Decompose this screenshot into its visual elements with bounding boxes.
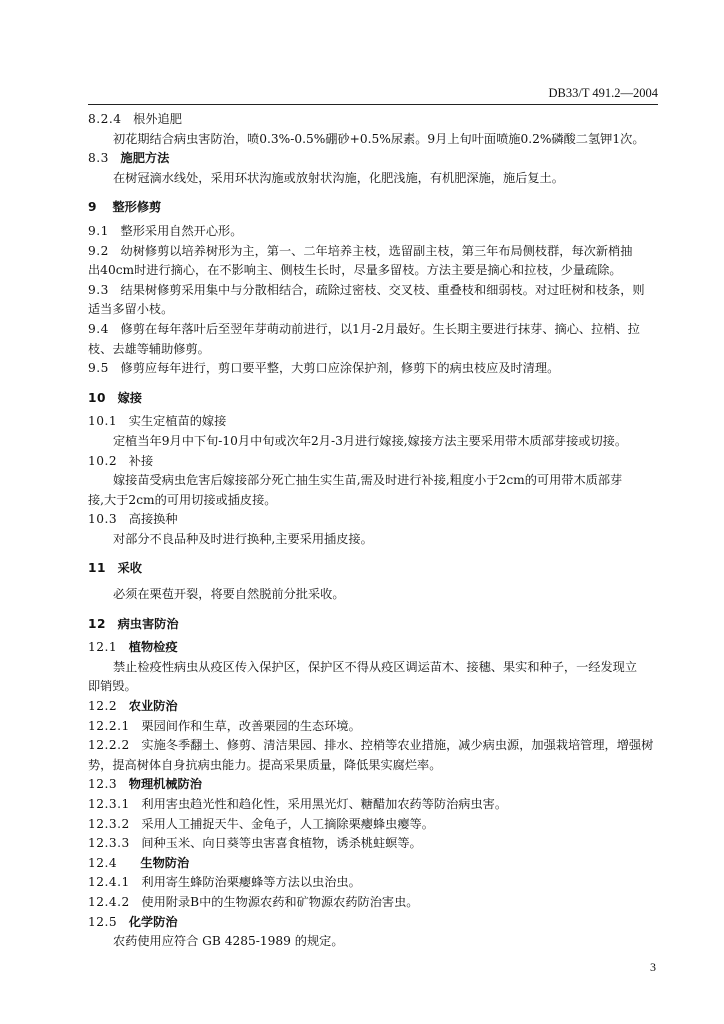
header-rule [88, 104, 658, 105]
clause-10-2-text: 嫁接苗受病虫危害后嫁接部分死亡抽生实生苗,需及时进行补接,粗度小于2cm的可用带木质部芽 [113, 473, 623, 488]
clause-12-2-2 [88, 736, 658, 756]
clause-title: 农业防治 [128, 699, 178, 714]
clause-12-1-text: 禁止检疫性病虫从疫区传入保护区，保护区不得从疫区调运苗木、接穗、果实和种子，一经发现立 [113, 659, 638, 674]
clause-number: 12.3.2 [88, 816, 130, 831]
clause-number: 10.2 [88, 453, 118, 468]
clause-number: 9.4 [88, 321, 109, 336]
clause-text: 使用附录B中的生物源农药和矿物源农药防治害虫。 [141, 894, 419, 909]
clause-number: 12.2 [88, 699, 118, 714]
clause-number: 9.3 [88, 282, 109, 297]
chapter-number: 9 [88, 200, 97, 215]
clause-10-3-heading [88, 510, 658, 530]
clause-9-3-continued: 适当多留小枝。 [88, 302, 174, 317]
clause-title: 实生定植苗的嫁接 [128, 414, 227, 429]
chapter-9-heading [88, 198, 658, 218]
clause-12-4-1 [88, 873, 658, 893]
clause-number: 12.2.1 [88, 718, 130, 733]
clause-12-2-2-continued: 势，提高树体自身抗病虫能力。提高采果质量，降低果实腐烂率。 [88, 757, 442, 772]
clause-number: 8.3 [88, 151, 109, 166]
chapter-title: 整形修剪 [112, 200, 162, 215]
clause-9-2 [88, 242, 658, 262]
clause-text: 利用害虫趋光性和趋化性，采用黑光灯、糖醋加农药等防治病虫害。 [141, 797, 508, 811]
clause-12-3-1 [88, 795, 658, 815]
clause-text: 幼树修剪以培养树形为主，第一、二年培养主枝，选留副主枝，第三年布局侧枝群，每次新梢抽 [120, 243, 633, 258]
chapter-title: 采收 [117, 561, 142, 576]
clause-8-2-4-heading [88, 110, 658, 130]
document-body [88, 110, 658, 952]
chapter-number: 11 [88, 561, 106, 576]
clause-number: 12.4.2 [88, 894, 130, 909]
clause-12-4-heading [88, 854, 658, 874]
clause-8-3-text: 在树冠滴水线处，采用环状沟施或放射状沟施，化肥浅施，有机肥深施，施后复土。 [113, 170, 564, 185]
clause-number: 12.4 [88, 855, 118, 870]
clause-number: 12.1 [88, 640, 118, 655]
clause-9-2-continued: 出40cm时进行摘心，在不影响主、侧枝生长时，尽量多留枝。方法主要是摘心和拉枝，少量疏除。 [88, 263, 622, 278]
clause-12-3-2 [88, 815, 658, 835]
chapter-number: 10 [88, 390, 106, 405]
clause-12-4-2 [88, 893, 658, 913]
clause-title: 补接 [128, 453, 154, 468]
clause-text: 修剪在每年落叶后至翌年芽萌动前进行，以1月-2月最好。生长期主要进行抹芽、摘心、拉梢、拉 [120, 321, 640, 336]
clause-title: 物理机械防治 [128, 777, 202, 792]
chapter-11-heading [88, 559, 658, 579]
clause-12-2-1 [88, 717, 658, 737]
clause-12-3-heading [88, 775, 658, 795]
clause-text: 栗园间作和生草，改善栗园的生态环境。 [141, 718, 361, 733]
clause-number: 12.4.1 [88, 875, 130, 890]
clause-number: 12.2.2 [88, 738, 130, 753]
clause-text: 间种玉米、向日葵等虫害喜食植物，诱杀桃蛀螟等。 [141, 836, 422, 851]
clause-number: 10.1 [88, 414, 118, 429]
clause-10-1-heading [88, 412, 658, 432]
clause-text: 整形采用自然开心形。 [120, 223, 243, 238]
clause-number: 9.5 [88, 361, 109, 376]
chapter-11-text: 必须在栗苞开裂，将要自然脱前分批采收。 [113, 587, 345, 602]
clause-number: 12.3.1 [88, 797, 130, 811]
chapter-12-heading [88, 615, 658, 635]
clause-number: 12.5 [88, 914, 118, 929]
clause-9-3 [88, 281, 658, 301]
clause-10-3-text: 对部分不良品种及时进行换种,主要采用插皮接。 [113, 531, 373, 546]
clause-number: 9.1 [88, 223, 109, 238]
clause-title: 根外追肥 [133, 112, 182, 126]
clause-12-2-heading [88, 697, 658, 717]
chapter-title: 病虫害防治 [117, 616, 179, 631]
clause-title: 高接换种 [128, 512, 178, 527]
clause-title: 植物检疫 [128, 640, 178, 655]
chapter-title: 嫁接 [117, 390, 142, 405]
clause-number: 8.2.4 [88, 112, 122, 126]
clause-9-5 [88, 359, 658, 379]
clause-12-1-continued: 即销毁。 [88, 679, 137, 694]
clause-9-4-continued: 枝、去雄等辅助修剪。 [88, 341, 210, 356]
document-code: DB33/T 491.2—2004 [548, 86, 658, 100]
chapter-number: 12 [88, 616, 106, 631]
clause-9-4 [88, 320, 658, 340]
clause-title: 化学防治 [128, 914, 178, 929]
clause-9-1 [88, 222, 658, 242]
clause-title: 生物防治 [140, 855, 190, 870]
clause-8-2-4-text: 初花期结合病虫害防治，喷0.3%-0.5%硼砂+0.5%尿素。9月上旬叶面喷施0.2%磷酸二氢钾1次。 [113, 131, 645, 146]
clause-text: 实施冬季翻土、修剪、清洁果园、排水、控梢等农业措施，减少病虫源，加强栽培管理，增强树 [141, 738, 654, 753]
clause-number: 10.3 [88, 512, 118, 527]
clause-text: 利用寄生蜂防治栗瘿蜂等方法以虫治虫。 [141, 875, 361, 890]
clause-text: 采用人工捕捉天牛、金龟子，人工摘除栗瘿蜂虫瘿等。 [141, 816, 434, 831]
clause-12-3-3 [88, 834, 658, 854]
clause-10-2-heading [88, 452, 658, 472]
clause-text: 修剪应每年进行，剪口要平整，大剪口应涂保护剂，修剪下的病虫枝应及时清理。 [120, 361, 560, 376]
clause-10-1-text: 定植当年9月中下旬-10月中旬或次年2月-3月进行嫁接,嫁接方法主要采用带木质部芽接或切接。 [113, 433, 628, 448]
page-number: 3 [650, 960, 656, 974]
clause-12-5-heading [88, 913, 658, 933]
clause-number: 9.2 [88, 243, 109, 258]
clause-8-3-heading [88, 149, 658, 169]
clause-text: 结果树修剪采用集中与分散相结合，疏除过密枝、交叉枝、重叠枝和细弱枝。对过旺树和枝条，则 [120, 282, 645, 297]
clause-10-2-continued: 接,大于2cm的可用切接或插皮接。 [88, 492, 277, 507]
chapter-10-heading [88, 389, 658, 409]
clause-12-5-text: 农药使用应符合 GB 4285-1989 的规定。 [113, 934, 344, 949]
clause-12-1-heading [88, 638, 658, 658]
clause-number: 12.3 [88, 777, 118, 792]
clause-number: 12.3.3 [88, 836, 130, 851]
clause-title: 施肥方法 [120, 151, 170, 166]
